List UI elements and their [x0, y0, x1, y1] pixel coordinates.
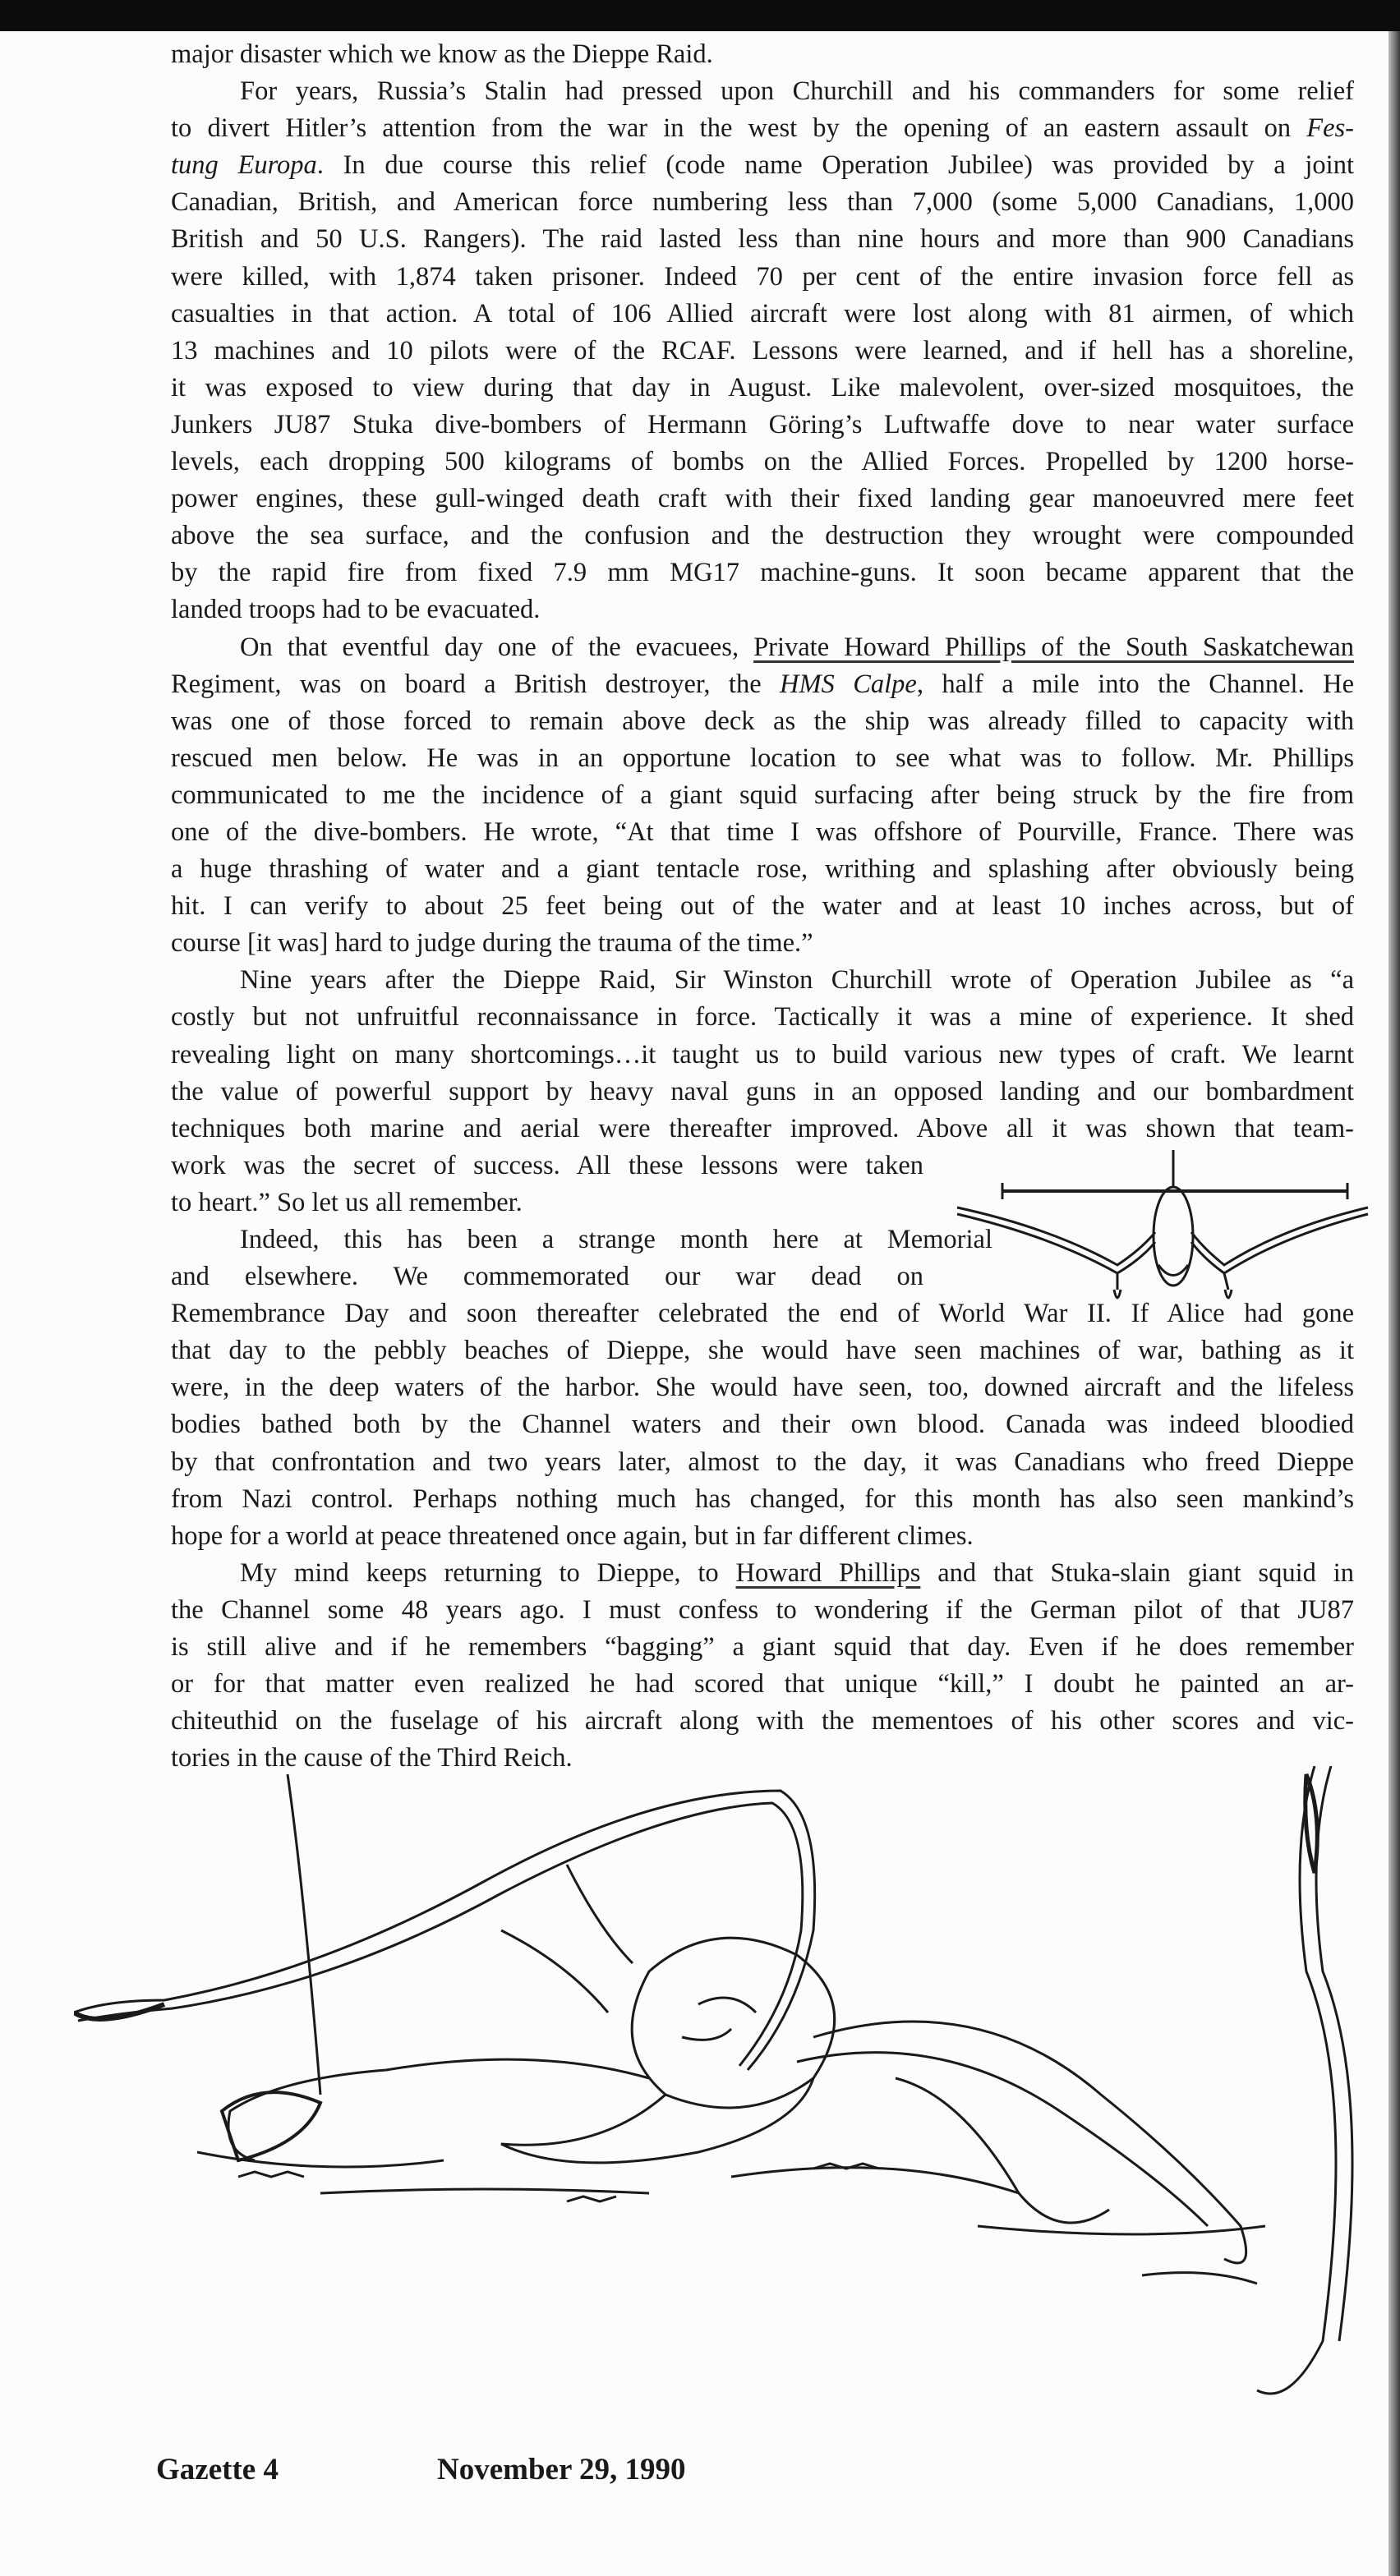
text-segment: chiteuthid on the fuselage of his aircraft along with the mementoes of his other scores and vic-: [171, 1706, 1354, 1736]
text-segment: Nine years after the Dieppe Raid, Sir Winston Churchill wrote of Operation Jubilee as “a: [240, 965, 1354, 996]
giant-squid-illustration: [74, 1766, 1372, 2415]
text-line: [171, 1629, 1354, 1666]
text-line: [171, 370, 1354, 407]
text-line: [171, 1481, 1354, 1518]
text-segment: For years, Russia’s Stalin had pressed upon Churchill and his commanders for some relief: [240, 76, 1354, 107]
text-line: [171, 666, 1354, 703]
text-segment: power engines, these gull-winged death craft with their fixed landing gear manoeuvred mere feet: [171, 484, 1354, 514]
text-line: [171, 1148, 923, 1184]
footer-publication: Gazette 4: [156, 2453, 279, 2486]
text-line: [171, 259, 1354, 296]
text-segment: one of the dive-bombers. He wrote, “At that time I was offshore of Pourville, France. There was: [171, 816, 1354, 847]
text-segment: the value of powerful support by heavy naval guns in an opposed landing and our bombardment: [171, 1076, 1354, 1106]
text-segment: hit. I can verify to about 25 feet being out of the water and at least 10 inches across, but of: [171, 891, 1354, 922]
text-segment: hope for a world at peace threatened once again, but in far different climes.: [171, 1520, 974, 1551]
text-line: [171, 1406, 1354, 1443]
text-line: [171, 444, 1354, 481]
text-line: [171, 1184, 923, 1221]
paragraph: [171, 36, 1354, 73]
text-segment: were, in the deep waters of the harbor. She would have seen, too, downed aircraft and the lifeless: [171, 1373, 1354, 1403]
text-segment: course [it was] hard to judge during the trauma of the time.”: [171, 928, 813, 959]
text-line: [171, 851, 1354, 888]
text-segment: or for that matter even realized he had scored that unique “kill,” I doubt he painted an ar-: [171, 1669, 1354, 1700]
italic-text: HMS Calpe: [780, 669, 917, 699]
text-line: [171, 1518, 1354, 1555]
text-segment: communicated to me the incidence of a giant squid surfacing after being struck by the fire from: [171, 780, 1354, 810]
text-line: [171, 888, 1354, 925]
text-segment: rescued men below. He was in an opportune location to see what was to follow. Mr. Phillips: [171, 743, 1354, 773]
text-line: [171, 999, 1354, 1036]
text-segment: above the sea surface, and the confusion and the destruction they wrought were compounded: [171, 521, 1354, 551]
italic-text: tung Europa: [171, 150, 317, 181]
text-line: [171, 333, 1354, 370]
text-line: [171, 147, 1354, 184]
text-segment: costly but not unfruitful reconnaissance in force. Tactically it was a mine of experience. It shed: [171, 1002, 1354, 1033]
text-segment: levels, each dropping 500 kilograms of bombs on the Allied Forces. Propelled by 1200 horse-: [171, 447, 1354, 477]
text-line: [171, 591, 1354, 628]
article-body: [171, 36, 1354, 1777]
text-line: [171, 184, 1354, 221]
text-segment: landed troops had to be evacuated.: [171, 595, 541, 625]
text-segment: a huge thrashing of water and a giant tentacle rose, writhing and splashing after obviously being: [171, 854, 1354, 885]
text-line: [171, 629, 1354, 666]
text-segment: was one of those forced to remain above deck as the ship was already filled to capacity with: [171, 706, 1354, 736]
text-segment: . In due course this relief (code name Operation Jubilee) was provided by a joint: [316, 150, 1354, 181]
text-line: [171, 1555, 1354, 1592]
text-segment: Indeed, this has been a strange month here at Memorial: [240, 1225, 992, 1254]
text-segment: revealing light on many shortcomings…it taught us to build various new types of craft. We learnt: [171, 1039, 1354, 1070]
text-line: [171, 1258, 923, 1295]
text-line: [171, 1369, 1354, 1406]
paragraph: [171, 629, 1354, 963]
text-segment: tories in the cause of the Third Reich.: [171, 1743, 573, 1773]
text-line: [171, 1666, 1354, 1703]
text-segment: British and 50 U.S. Rangers). The raid lasted less than nine hours and more than 900 Canadians: [171, 224, 1354, 255]
text-segment: 13 machines and 10 pilots were of the RCAF. Lessons were learned, and if hell has a shoreline,: [171, 335, 1354, 366]
text-line: [171, 73, 1354, 110]
text-line: [171, 740, 1354, 777]
text-segment: is still alive and if he remembers “bagging” a giant squid that day. Even if he does remember: [171, 1632, 1354, 1663]
text-line: [171, 703, 1354, 740]
text-line: [171, 221, 1354, 258]
text-line: [171, 1444, 1354, 1481]
text-segment: to divert Hitler’s attention from the war in the west by the opening of an eastern assault on: [171, 113, 1307, 144]
text-line: [171, 110, 1354, 147]
text-segment: and that Stuka-slain giant squid in: [920, 1557, 1354, 1588]
text-line: [171, 962, 1354, 999]
text-segment: techniques both marine and aerial were thereafter improved. Above all it was shown that team-: [171, 1113, 1354, 1143]
text-line: [171, 1592, 1354, 1629]
text-segment: were killed, with 1,874 taken prisoner. Indeed 70 per cent of the entire invasion force fell as: [171, 261, 1354, 292]
text-segment: it was exposed to view during that day in August. Like malevolent, over-sized mosquitoes, the: [171, 372, 1354, 402]
underlined-text: Private Howard Phillips of the South Saskatchewan: [753, 632, 1354, 662]
text-segment: , half a mile into the Channel. He: [916, 669, 1354, 699]
text-line: [171, 1221, 992, 1258]
text-segment: My mind keeps returning to Dieppe, to: [240, 1557, 736, 1588]
text-segment: Junkers JU87 Stuka dive-bombers of Hermann Göring’s Luftwaffe dove to near water surface: [171, 409, 1354, 439]
text-segment: Remembrance Day and soon thereafter celebrated the end of World War II. If Alice had gone: [171, 1299, 1354, 1329]
text-line: [171, 407, 1354, 444]
text-line: [171, 925, 1354, 962]
text-line: [171, 518, 1354, 554]
text-line: [171, 296, 1354, 333]
scan-right-edge: [1388, 0, 1400, 2576]
paragraph: [171, 1555, 1354, 1778]
text-line: [171, 36, 1354, 73]
text-segment: Canadian, British, and American force numbering less than 7,000 (some 5,000 Canadians, 1,000: [171, 187, 1354, 218]
text-line: [171, 814, 1354, 851]
text-segment: from Nazi control. Perhaps nothing much has changed, for this month has also seen mankind’s: [171, 1484, 1354, 1514]
text-line: [171, 481, 1354, 518]
text-line: [171, 777, 1354, 814]
text-segment: Regiment, was on board a British destroyer, the: [171, 669, 781, 699]
text-segment: and elsewhere. We commemorated our war dead on: [171, 1262, 923, 1292]
text-line: [171, 1332, 1354, 1369]
text-line: [171, 1703, 1354, 1740]
stuka-plane-illustration: [953, 1150, 1372, 1314]
text-segment: by that confrontation and two years later, almost to the day, it was Canadians who freed Dieppe: [171, 1447, 1354, 1477]
text-segment: by the rapid fire from fixed 7.9 mm MG17 machine-guns. It soon became apparent that the: [171, 558, 1354, 588]
text-segment: On that eventful day one of the evacuees,: [240, 632, 754, 662]
text-segment: major disaster which we know as the Dieppe Raid.: [171, 39, 713, 69]
text-segment: bodies bathed both by the Channel waters and their own blood. Canada was indeed bloodied: [171, 1410, 1354, 1440]
text-line: [171, 1074, 1354, 1111]
text-line: [171, 1037, 1354, 1074]
text-segment: casualties in that action. A total of 106 Allied aircraft were lost along with 81 airmen, of which: [171, 298, 1354, 329]
text-line: [171, 1111, 1354, 1148]
italic-text: Fes-: [1306, 113, 1354, 144]
paragraph: [171, 73, 1354, 628]
scan-top-edge: [0, 0, 1400, 31]
text-segment: to heart.” So let us all remember.: [171, 1187, 523, 1217]
underlined-text: Howard Phillips: [735, 1557, 921, 1588]
text-line: [171, 554, 1354, 591]
text-segment: that day to the pebbly beaches of Dieppe, she would have seen machines of war, bathing as it: [171, 1336, 1354, 1366]
footer-date: November 29, 1990: [437, 2453, 686, 2486]
text-segment: the Channel some 48 years ago. I must confess to wondering if the German pilot of that JU87: [171, 1594, 1354, 1625]
text-segment: work was the secret of success. All these lessons were taken: [171, 1150, 923, 1180]
